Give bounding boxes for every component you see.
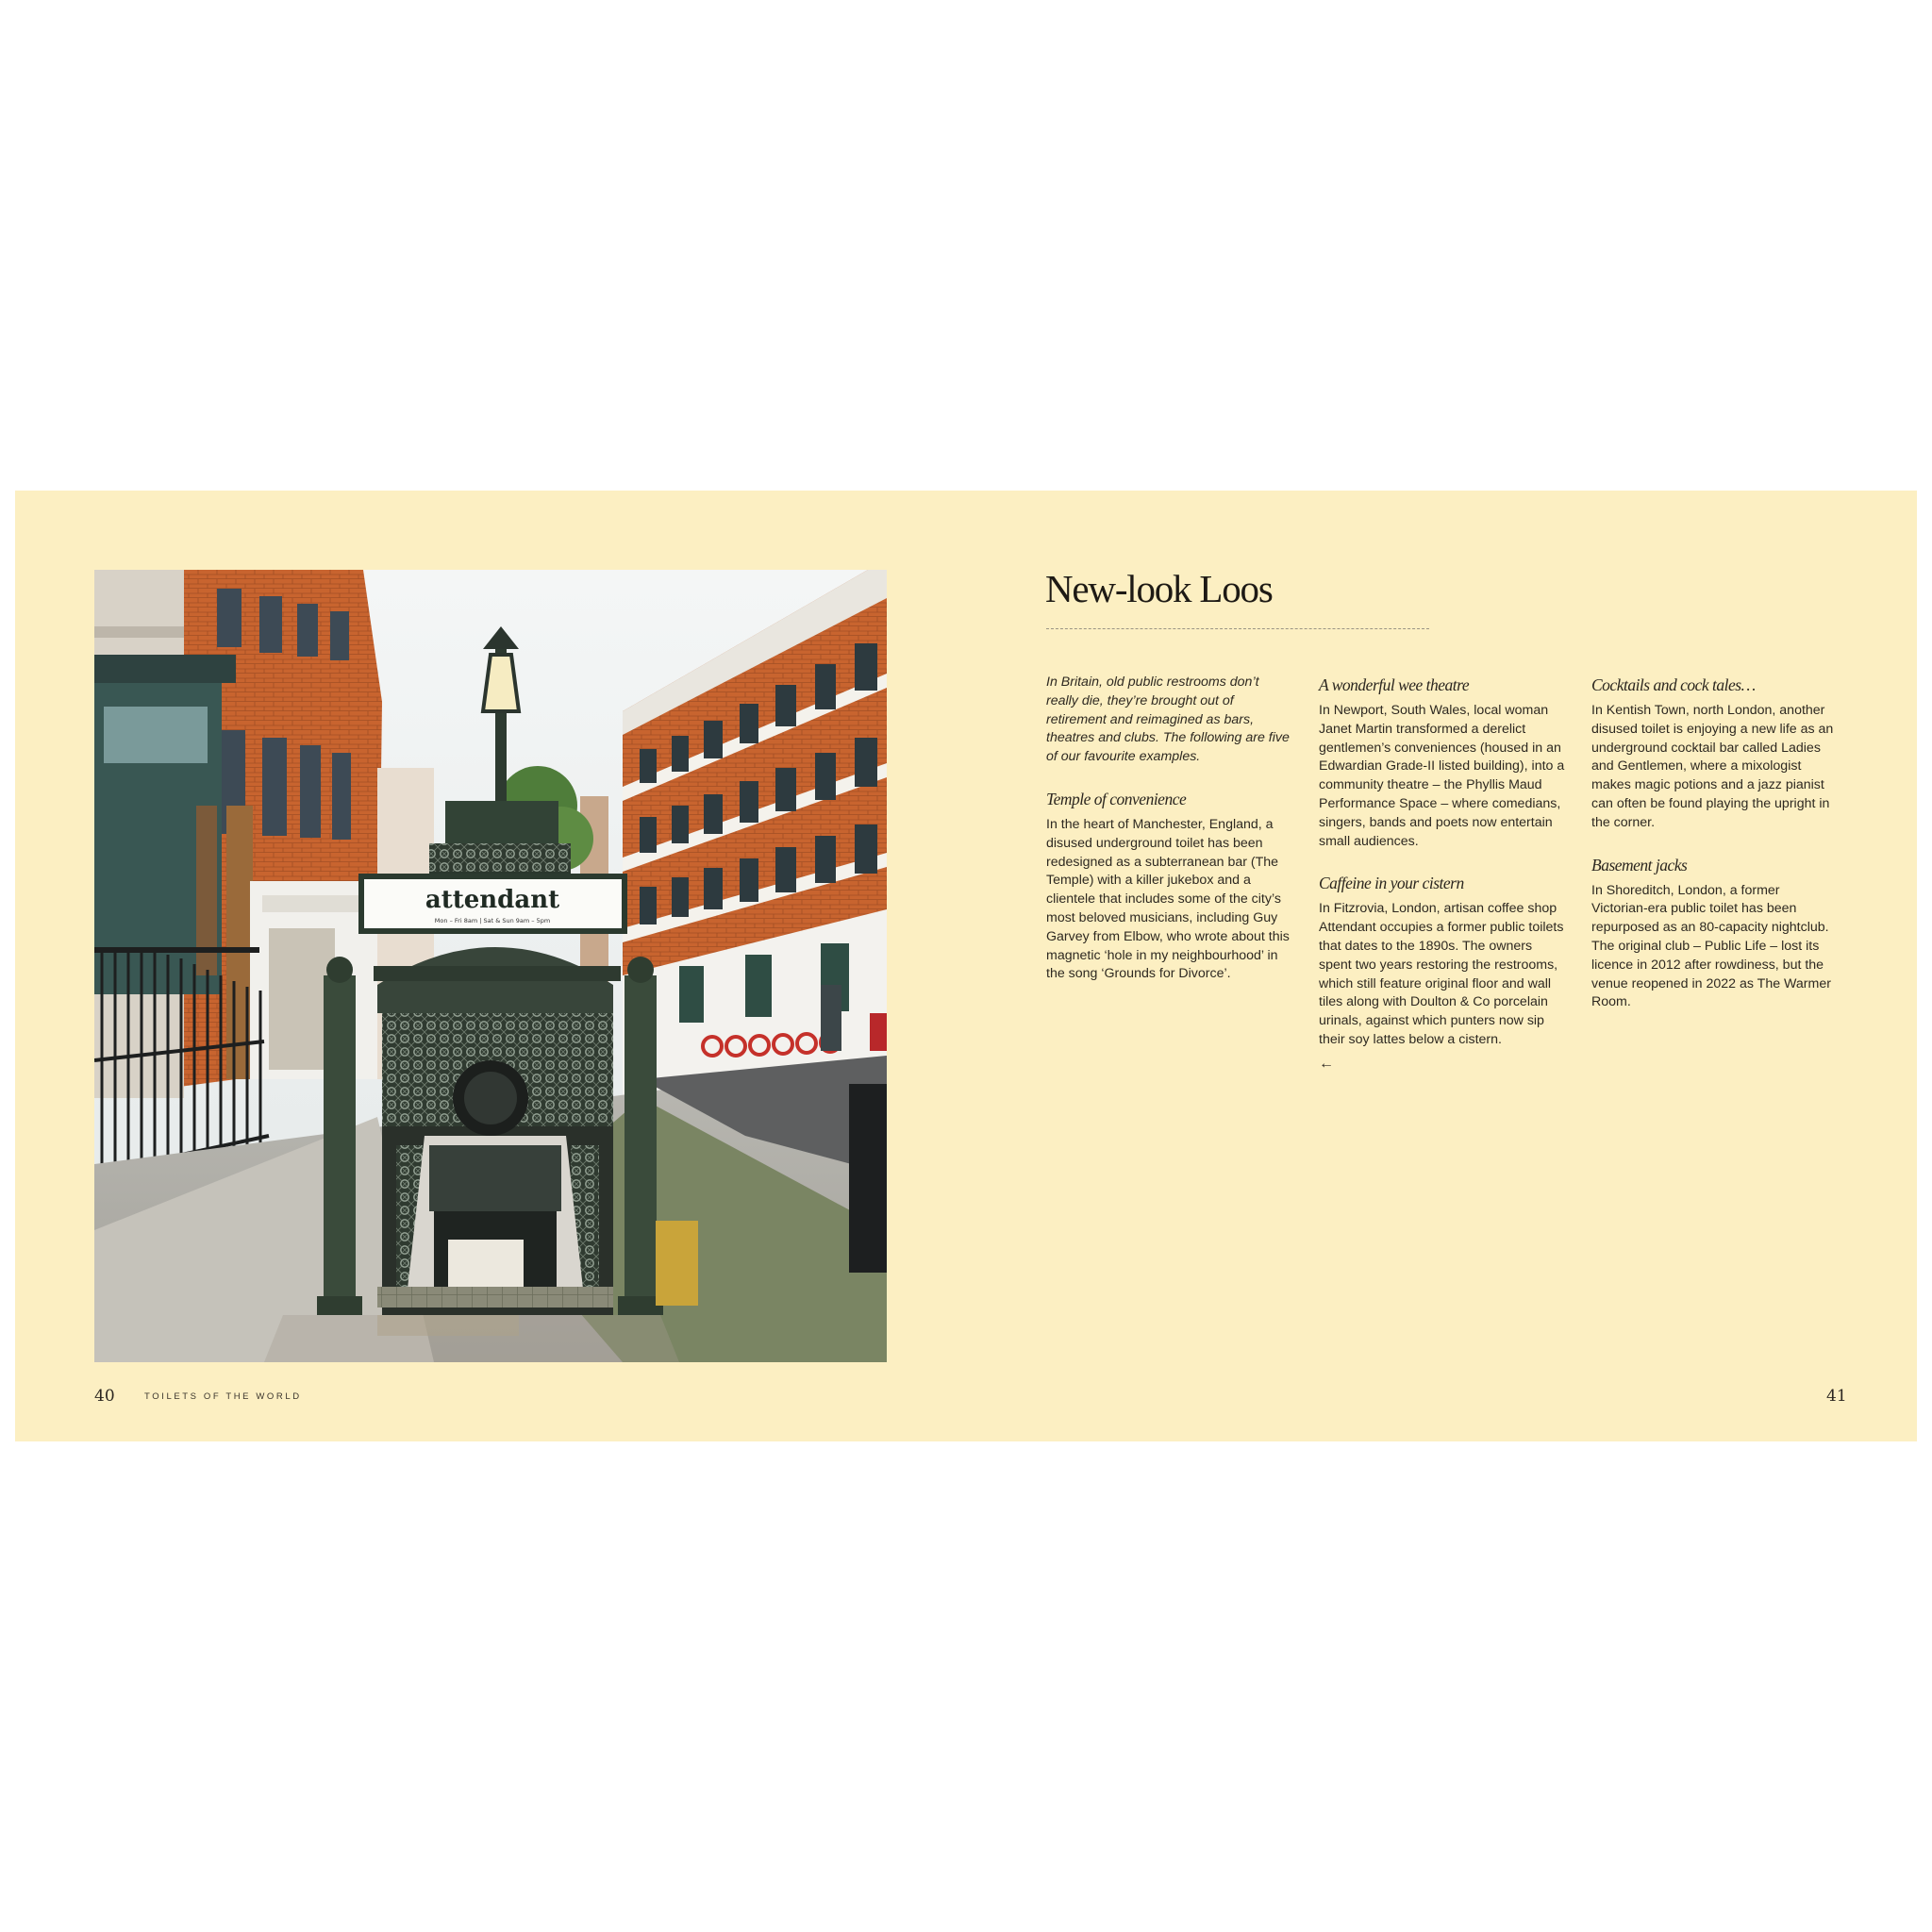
book-spread [15, 491, 1917, 1441]
section-heading: Temple of convenience [1046, 789, 1187, 808]
text-column-3 [1591, 674, 1839, 1033]
section-body: In Shoreditch, London, a former Victorian-era public toilet has been repurposed as an 80-capacity nightclub. The original club – Public Life – lost its licence in 2012 after rowdiness, but the venue reopened in 2022 as The Warmer Room. [1591, 882, 1831, 1010]
text-column-1 [1046, 674, 1293, 1005]
section-heading: A wonderful wee theatre [1319, 675, 1470, 694]
page-number-left: 40 [94, 1387, 115, 1406]
section-body: In Kentish Town, north London, another disused toilet is enjoying a new life as an underground cocktail bar called Ladies and Gentlemen, where a mixologist makes magic potions and a jazz pianist can often be found playing the upright in the corner. [1591, 703, 1834, 830]
sign-subtext: Mon – Fri 8am | Sat & Sun 9am – 5pm [434, 917, 551, 924]
sign-text: attendant [425, 886, 560, 914]
section-heading: Cocktails and cock tales… [1591, 675, 1756, 694]
text-column-2 [1319, 674, 1566, 1071]
section-body: In Newport, South Wales, local woman Janet Martin transformed a derelict gentlemen’s conveniences (housed in an Edwardian Grade-II listed building), into a community theatre – the Phyllis Maud Performance Space – where comedians, singers, bands and poets now entertain small audiences. [1319, 703, 1565, 849]
article-title: New-look Loos [1045, 567, 1273, 610]
attendant-street-illustration [94, 570, 887, 1362]
article-intro: In Britain, old public restrooms don’t really die, they’re brought out of retirement and reimagined as bars, theatres and clubs. The following are five of our favourite examples. [1046, 675, 1290, 765]
street-photo [94, 570, 887, 1362]
title-divider [1046, 628, 1429, 629]
page-number-right: 41 [1826, 1387, 1847, 1406]
continue-arrow-icon: ← [1319, 1055, 1334, 1072]
running-head: TOILETS OF THE WORLD [144, 1391, 302, 1402]
section-body: In the heart of Manchester, England, a disused underground toilet has been redesigned as a subterranean bar (The Temple) with a killer jukebox and a clientele that includes some of the city’s most beloved musicians, including Guy Garvey from Elbow, who wrote about this magnetic ‘hole in my neighbourhood’ in the song ‘Grounds for Divorce’. [1046, 816, 1290, 982]
section-heading: Basement jacks [1591, 855, 1688, 874]
section-heading: Caffeine in your cistern [1319, 874, 1464, 893]
section-body: In Fitzrovia, London, artisan coffee shop Attendant occupies a former public toilets that dates to the 1890s. The owners spent two years restoring the restrooms, which still feature original floor and wall tiles along with Doulton & Co porcelain urinals, against which punters now sip their soy lattes below a cistern. [1319, 901, 1564, 1047]
